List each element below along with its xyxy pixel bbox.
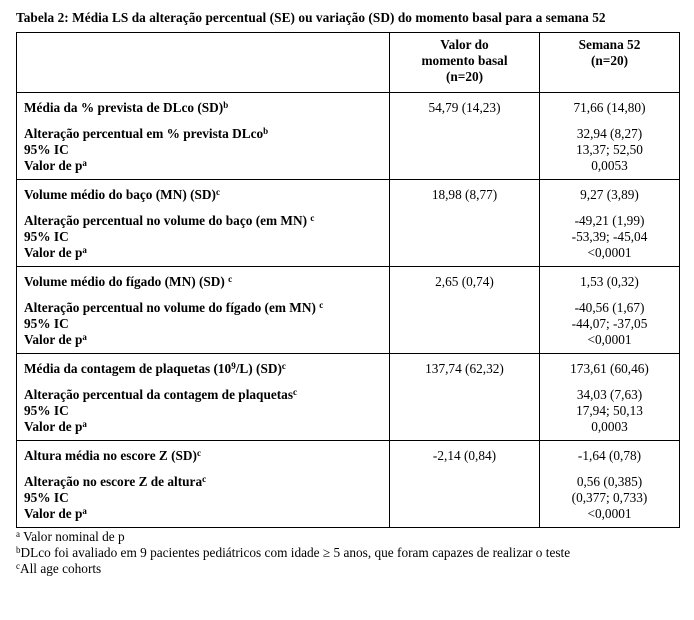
p-value: 0,0003	[591, 419, 628, 434]
footnote-marker: c	[16, 561, 20, 571]
mean-label: Média da % prevista de DLco (SD)	[24, 100, 224, 115]
ci-value: -44,07; -37,05	[571, 316, 648, 331]
week52-cell	[540, 441, 680, 528]
baseline-value: 18,98 (8,77)	[431, 187, 498, 202]
p-label: Valor de p	[24, 158, 83, 173]
mean-label: Volume médio do fígado (MN) (SD)	[24, 274, 229, 289]
baseline-cell	[390, 267, 540, 354]
results-table	[16, 32, 680, 528]
p-label: Valor de p	[24, 245, 83, 260]
change-label: Alteração percentual em % prevista DLco	[24, 126, 264, 141]
change-label: Alteração percentual no volume do fígado (em MN)	[24, 300, 320, 315]
footnote	[16, 529, 680, 545]
header-row	[17, 33, 680, 93]
ci-label: 95% IC	[24, 142, 69, 157]
mean-label-suffix: /L) (SD)	[235, 361, 282, 376]
header-baseline	[390, 33, 540, 93]
ci-value: (0,377; 0,733)	[571, 490, 648, 505]
footnote-marker: a	[82, 506, 87, 516]
document-page	[16, 10, 680, 577]
week52-value: 173,61 (60,46)	[570, 361, 649, 376]
footnote	[16, 561, 680, 577]
change-value: 34,03 (7,63)	[576, 387, 643, 402]
header-baseline-line: momento basal	[421, 53, 508, 68]
change-label: Alteração percentual da contagem de plaquetas	[24, 387, 293, 402]
week52-cell	[540, 180, 680, 267]
p-label: Valor de p	[24, 419, 83, 434]
header-baseline-line: (n=20)	[445, 69, 484, 84]
header-week52-line: Semana 52	[578, 37, 641, 52]
change-value: 32,94 (8,27)	[576, 126, 643, 141]
footnote-marker: a	[82, 332, 87, 342]
section-label-cell	[17, 180, 390, 267]
footnote-marker: a	[82, 158, 87, 168]
p-label: Valor de p	[24, 506, 83, 521]
footnote-marker: c	[196, 448, 201, 458]
ci-label: 95% IC	[24, 490, 69, 505]
section-label-cell	[17, 93, 390, 180]
footnote-marker: a	[16, 529, 20, 539]
baseline-value: -2,14 (0,84)	[432, 448, 497, 463]
footnote-marker: c	[319, 300, 324, 310]
footnote-marker: c	[202, 474, 207, 484]
change-value: -49,21 (1,99)	[574, 213, 645, 228]
ci-label: 95% IC	[24, 403, 69, 418]
footnote-marker: b	[16, 545, 21, 555]
change-label: Alteração percentual no volume do baço (em MN)	[24, 213, 311, 228]
header-empty-cell	[17, 33, 390, 93]
exponent: 9	[231, 361, 236, 371]
ci-value: 17,94; 50,13	[576, 403, 643, 418]
footnote-marker: b	[223, 100, 229, 110]
change-value: -40,56 (1,67)	[574, 300, 645, 315]
p-value: 0,0053	[591, 158, 628, 173]
section-height	[17, 441, 680, 528]
baseline-value: 54,79 (14,23)	[428, 100, 501, 115]
change-label: Alteração no escore Z de altura	[24, 474, 203, 489]
mean-label: Média da contagem de plaquetas (10	[24, 361, 232, 376]
mean-label: Altura média no escore Z (SD)	[24, 448, 197, 463]
footnote	[16, 545, 680, 561]
footnotes	[16, 529, 680, 577]
ci-value: 13,37; 52,50	[576, 142, 643, 157]
section-label-cell	[17, 441, 390, 528]
footnote-marker: b	[263, 126, 269, 136]
footnote-text: Valor nominal de p	[20, 529, 125, 544]
section-spleen	[17, 180, 680, 267]
mean-label: Volume médio do baço (MN) (SD)	[24, 187, 216, 202]
week52-cell	[540, 354, 680, 441]
header-baseline-line: Valor do	[440, 37, 489, 52]
ci-label: 95% IC	[24, 316, 69, 331]
ci-label: 95% IC	[24, 229, 69, 244]
ci-value: -53,39; -45,04	[571, 229, 648, 244]
header-week52-line: (n=20)	[590, 53, 629, 68]
header-week52	[540, 33, 680, 93]
p-value: <0,0001	[587, 506, 632, 521]
p-value: <0,0001	[587, 332, 632, 347]
week52-cell	[540, 93, 680, 180]
baseline-value: 137,74 (62,32)	[425, 361, 504, 376]
week52-cell	[540, 267, 680, 354]
baseline-cell	[390, 441, 540, 528]
footnote-marker: c	[215, 187, 220, 197]
section-liver	[17, 267, 680, 354]
baseline-value: 2,65 (0,74)	[435, 274, 494, 289]
week52-value: 9,27 (3,89)	[580, 187, 639, 202]
section-dlco	[17, 93, 680, 180]
section-platelets	[17, 354, 680, 441]
footnote-marker: c	[281, 361, 286, 371]
change-value: 0,56 (0,385)	[576, 474, 643, 489]
section-label-cell	[17, 267, 390, 354]
p-value: <0,0001	[587, 245, 632, 260]
week52-value: 71,66 (14,80)	[573, 100, 646, 115]
footnote-text: DLco foi avaliado em 9 pacientes pediátricos com idade ≥ 5 anos, que foram capazes de realizar o teste	[20, 545, 571, 560]
footnote-marker: c	[310, 213, 315, 223]
footnote-marker: a	[82, 245, 87, 255]
footnote-marker: c	[228, 274, 233, 284]
week52-value: -1,64 (0,78)	[577, 448, 642, 463]
p-label: Valor de p	[24, 332, 83, 347]
footnote-marker: c	[293, 387, 297, 397]
baseline-cell	[390, 354, 540, 441]
baseline-cell	[390, 180, 540, 267]
week52-value: 1,53 (0,32)	[580, 274, 639, 289]
footnote-text: All age cohorts	[20, 561, 102, 576]
section-label-cell	[17, 354, 390, 441]
table-title: Tabela 2: Média LS da alteração percentual (SE) ou variação (SD) do momento basal para a semana 52	[16, 10, 606, 25]
footnote-marker: a	[82, 419, 87, 429]
baseline-cell	[390, 93, 540, 180]
